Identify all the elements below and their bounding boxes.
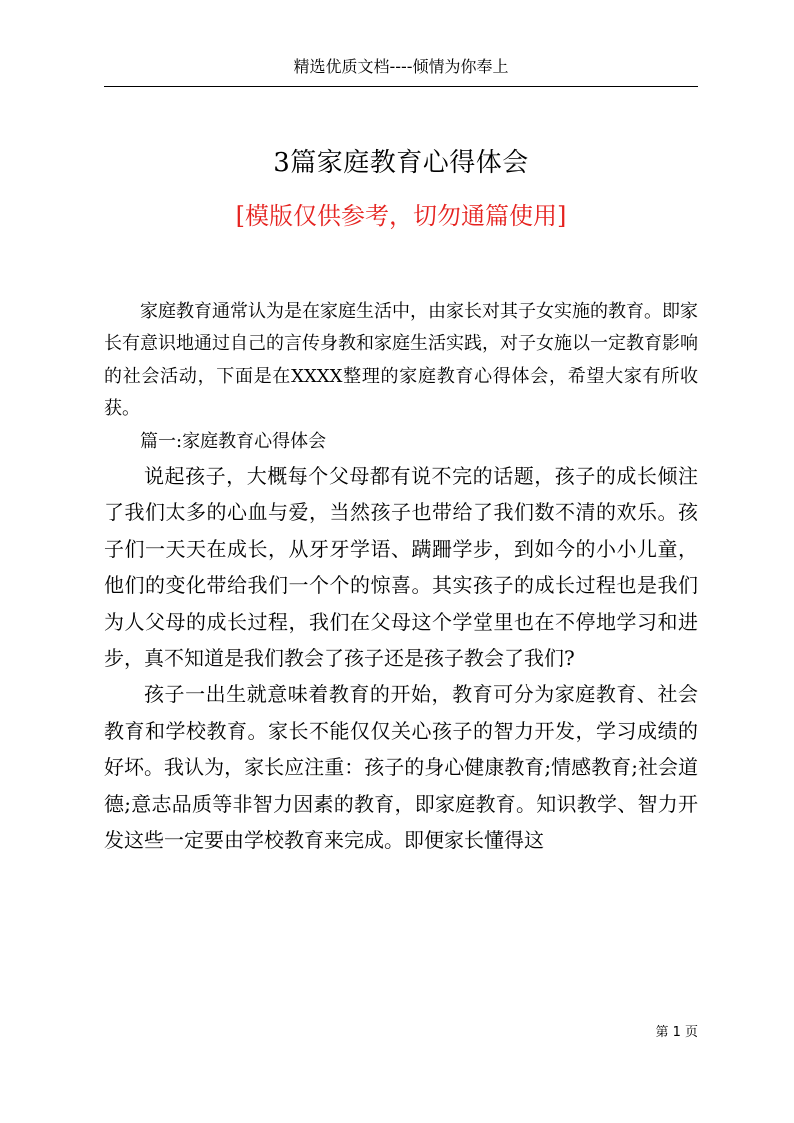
page-header: 精选优质文档----倾情为你奉上 (293, 57, 509, 76)
document-subtitle: [模版仅供参考，切勿通篇使用] (235, 202, 567, 230)
page-number: 第 1 页 (655, 1025, 698, 1040)
section-heading: 篇一:家庭教育心得体会 (140, 430, 327, 452)
header-divider (104, 86, 698, 87)
document-title: 3篇家庭教育心得体会 (273, 148, 529, 178)
body-paragraph: 说起孩子，大概每个父母都有说不完的话题，孩子的成长倾注了我们太多的心血与爱，当然孩子也带给了我们数不清的欢乐。孩子们一天天在成长，从牙牙学语、蹒跚学步，到如今的小小儿童，他们的变化带给我们一个个的惊喜。其实孩子的成长过程也是我们为人父母的成长过程，我们在父母这个学堂里也在不停地学习和进步，真不知道是我们教会了孩子还是孩子教会了我们? (104, 464, 698, 671)
document-body (104, 296, 698, 859)
body-paragraph: 孩子一出生就意味着教育的开始，教育可分为家庭教育、社会教育和学校教育。家长不能仅仅关心孩子的智力开发，学习成绩的好坏。我认为，家长应注重：孩子的身心健康教育;情感教育;社会道德;意志品质等非智力因素的教育，即家庭教育。知识教学、智力开发这些一定要由学校教育来完成。即便家长懂得这 (104, 682, 698, 853)
intro-paragraph: 家庭教育通常认为是在家庭生活中，由家长对其子女实施的教育。即家长有意识地通过自己的言传身教和家庭生活实践，对子女施以一定教育影响的社会活动，下面是在XXXX整理的家庭教育心得体会，希望大家有所收获。 (104, 301, 698, 420)
